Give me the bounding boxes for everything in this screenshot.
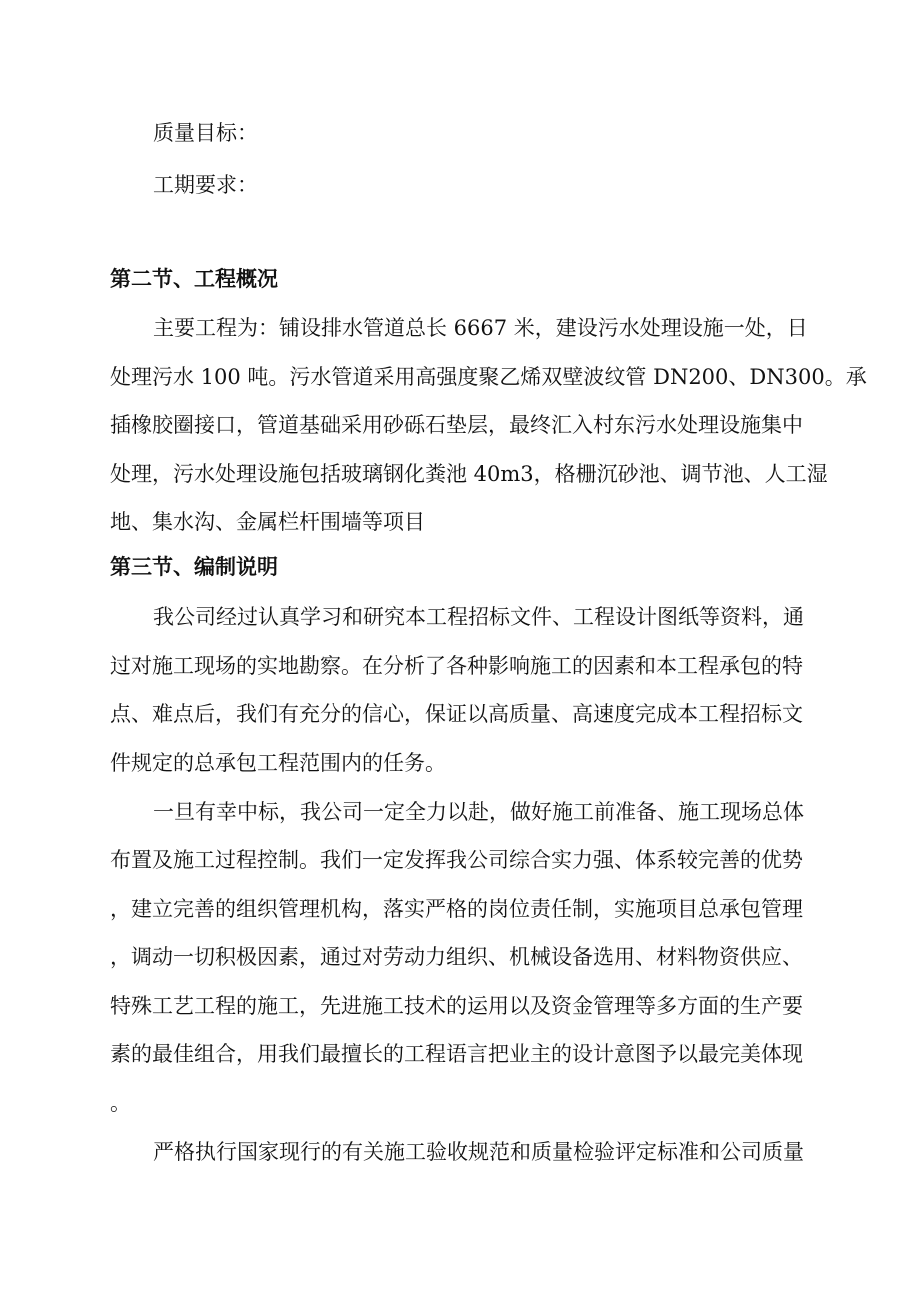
paragraph-line: 处理，污水处理设施包括玻璃钢化粪池 40m3，格栅沉砂池、调节池、人工湿 <box>110 462 828 486</box>
section-heading: 第三节、编制说明 <box>110 555 278 579</box>
paragraph-line: 过对施工现场的实地勘察。在分析了各种影响施工的因素和本工程承包的特 <box>110 654 803 678</box>
paragraph-line: 插橡胶圈接口，管道基础采用砂砾石垫层，最终汇入村东污水处理设施集中 <box>110 413 803 437</box>
paragraph-line: 件规定的总承包工程范围内的任务。 <box>110 751 446 775</box>
paragraph-line: 我公司经过认真学习和研究本工程招标文件、工程设计图纸等资料，通 <box>153 605 804 629</box>
paragraph-line: ，调动一切积极因素，通过对劳动力组织、机械设备选用、材料物资供应、 <box>110 945 803 969</box>
paragraph-line: 布置及施工过程控制。我们一定发挥我公司综合实力强、体系较完善的优势 <box>110 848 803 872</box>
paragraph-line: 。 <box>110 1091 131 1115</box>
paragraph-line: 主要工程为：铺设排水管道总长 6667 米，建设污水处理设施一处，日 <box>153 316 808 340</box>
section-heading: 第二节、工程概况 <box>110 267 278 291</box>
paragraph-line: 严格执行国家现行的有关施工验收规范和质量检验评定标准和公司质量 <box>153 1140 804 1164</box>
quality-target-label: 质量目标： <box>153 121 258 145</box>
paragraph-line: 点、难点后，我们有充分的信心，保证以高质量、高速度完成本工程招标文 <box>110 702 803 726</box>
paragraph-line: 地、集水沟、金属栏杆围墙等项目 <box>110 510 425 534</box>
paragraph-line: ，建立完善的组织管理机构，落实严格的岗位责任制，实施项目总承包管理 <box>110 897 803 921</box>
paragraph-line: 特殊工艺工程的施工，先进施工技术的运用以及资金管理等多方面的生产要 <box>110 994 803 1018</box>
paragraph-line: 一旦有幸中标，我公司一定全力以赴，做好施工前准备、施工现场总体 <box>153 800 804 824</box>
schedule-label: 工期要求： <box>153 173 258 197</box>
paragraph-line: 素的最佳组合，用我们最擅长的工程语言把业主的设计意图予以最完美体现 <box>110 1042 803 1066</box>
paragraph-line: 处理污水 100 吨。污水管道采用高强度聚乙烯双壁波纹管 DN200、DN300。承 <box>110 365 867 389</box>
